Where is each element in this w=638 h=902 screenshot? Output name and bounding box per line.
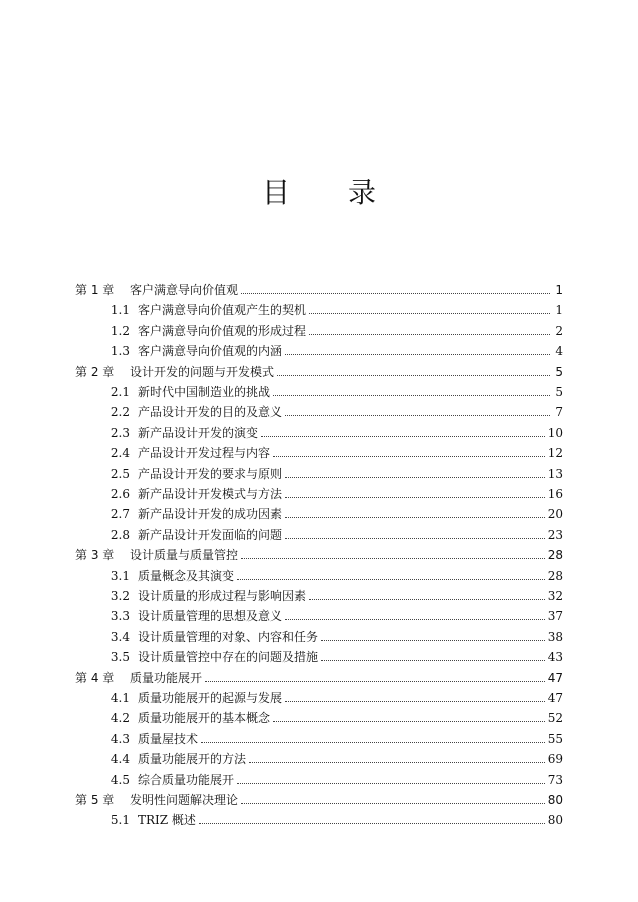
dotted-leader — [273, 721, 545, 722]
toc-entry-number-text: 2.7 — [110, 507, 130, 522]
toc-entry-number-text: 2.6 — [110, 487, 130, 501]
dotted-leader — [285, 517, 545, 518]
toc-entry-number-text: 4.3 — [110, 731, 130, 746]
toc-section-row[interactable] — [75, 624, 563, 644]
toc-section-row[interactable] — [75, 379, 563, 399]
toc-chapter-row[interactable] — [75, 359, 563, 379]
title-char-2: 录 — [348, 176, 377, 209]
toc-entry-page-number: 43 — [547, 650, 563, 665]
dotted-leader — [273, 456, 545, 457]
toc-entry-title: 新产品设计开发模式与方法 — [138, 487, 283, 501]
toc-entry-number-text: 2.1 — [110, 385, 130, 399]
toc-section-row[interactable] — [75, 807, 563, 827]
toc-entry-title: 客户满意导向价值观的形成过程 — [138, 323, 307, 338]
toc-entry-number — [75, 650, 130, 664]
toc-entry-page-number: 47 — [547, 691, 563, 705]
toc-chapter-row[interactable] — [75, 277, 563, 297]
toc-entry-title: 产品设计开发的目的及意义 — [138, 405, 283, 420]
toc-entry-number-text: 4.4 — [110, 752, 130, 767]
toc-chapter-row[interactable] — [75, 542, 563, 562]
toc-entry-number-text: 1.2 — [110, 323, 130, 338]
toc-entry-page-number: 5 — [555, 385, 563, 399]
toc-entry-number-text: 5.1 — [110, 813, 130, 828]
toc-entry-title: 客户满意导向价值观 — [130, 283, 239, 297]
toc-section-row[interactable] — [75, 685, 563, 705]
toc-entry-number — [75, 732, 130, 746]
toc-entry-number-text: 3.5 — [110, 650, 130, 665]
toc-entry-title: 质量功能展开 — [130, 670, 203, 685]
toc-entry-number-text: 2.4 — [110, 446, 130, 461]
dotted-leader — [285, 354, 550, 355]
toc-entry-page-number: 23 — [547, 527, 563, 542]
dotted-leader — [285, 497, 545, 498]
dotted-leader — [321, 660, 545, 661]
toc-section-row[interactable] — [75, 705, 563, 725]
toc-entry-number — [75, 303, 130, 317]
dotted-leader — [199, 823, 545, 824]
toc-section-row[interactable] — [75, 461, 563, 481]
dotted-leader — [237, 579, 545, 580]
toc-entry-title: 设计质量与质量管控 — [130, 548, 239, 563]
toc-entry-page-number: 4 — [555, 344, 563, 359]
toc-entry-title: 客户满意导向价值观产生的契机 — [138, 303, 307, 318]
toc-entry-number — [75, 405, 130, 419]
toc-entry-page-number: 5 — [555, 364, 563, 379]
toc-entry-page-number: 13 — [547, 466, 563, 481]
toc-entry-page-number: 47 — [547, 670, 563, 685]
dotted-leader — [309, 599, 545, 600]
toc-section-row[interactable] — [75, 399, 563, 419]
toc-entry-title: 质量概念及其演变 — [138, 568, 235, 583]
toc-section-row[interactable] — [75, 644, 563, 664]
toc-section-row[interactable] — [75, 338, 563, 358]
toc-entry-title: TRIZ 概述 — [138, 813, 196, 828]
toc-entry-number-text: 3.3 — [110, 609, 130, 624]
dotted-leader — [241, 558, 545, 559]
dotted-leader — [201, 742, 545, 743]
toc-entry-number — [75, 691, 130, 705]
toc-entry-page-number: 37 — [547, 609, 563, 624]
dotted-leader — [273, 395, 550, 396]
toc-entry-number-text: 2.8 — [110, 527, 130, 542]
toc-entry-number — [75, 324, 130, 338]
toc-entry-number — [75, 487, 130, 501]
toc-entry-page-number: 10 — [547, 425, 563, 440]
toc-section-row[interactable] — [75, 481, 563, 501]
toc-entry-page-number: 2 — [555, 323, 563, 338]
toc-entry-title: 设计开发的问题与开发模式 — [130, 364, 275, 379]
dotted-leader — [285, 619, 545, 620]
toc-entry-number — [75, 711, 130, 725]
toc-section-row[interactable] — [75, 318, 563, 338]
page-title — [0, 171, 638, 211]
toc-section-row[interactable] — [75, 501, 563, 521]
toc-entry-number — [75, 446, 130, 460]
toc-entry-number-text: 2.5 — [110, 466, 130, 481]
toc-chapter-row[interactable] — [75, 665, 563, 685]
toc-entry-title: 设计质量管控中存在的问题及措施 — [138, 650, 319, 665]
toc-entry-page-number: 73 — [547, 772, 563, 787]
dotted-leader — [205, 681, 545, 682]
toc-section-row[interactable] — [75, 297, 563, 317]
dotted-leader — [309, 334, 550, 335]
toc-entry-number — [75, 467, 130, 481]
toc-entry-number — [75, 609, 130, 623]
toc-entry-number — [75, 813, 130, 827]
toc-entry-number-text: 2.3 — [110, 425, 130, 440]
toc-entry-number-text: 2.2 — [110, 405, 130, 420]
toc-section-row[interactable] — [75, 522, 563, 542]
dotted-leader — [321, 640, 545, 641]
toc-entry-number — [75, 569, 130, 583]
toc-entry-title: 设计质量管理的对象、内容和任务 — [138, 629, 319, 644]
toc-entry-number — [75, 589, 130, 603]
toc-entry-number — [75, 385, 130, 399]
toc-entry-number-text: 1.1 — [110, 303, 130, 318]
toc-section-row[interactable] — [75, 726, 563, 746]
dotted-leader — [241, 293, 550, 294]
toc-chapter-row[interactable] — [75, 787, 563, 807]
toc-entry-number-text: 4.1 — [110, 691, 130, 705]
toc-section-row[interactable] — [75, 440, 563, 460]
toc-section-row[interactable] — [75, 583, 563, 603]
toc-entry-page-number: 28 — [547, 548, 563, 563]
toc-entry-number — [75, 773, 130, 787]
toc-entry-page-number: 12 — [547, 446, 563, 461]
toc-entry-number: 第 1 章 — [75, 283, 115, 297]
toc-entry-title: 新时代中国制造业的挑战 — [138, 385, 271, 399]
dotted-leader — [249, 762, 545, 763]
dotted-leader — [277, 375, 550, 376]
toc-entry-number-text: 3.2 — [110, 589, 130, 603]
toc-entry-title: 新产品设计开发的成功因素 — [138, 507, 283, 522]
toc-entry-title: 综合质量功能展开 — [138, 772, 235, 787]
toc-entry-page-number: 20 — [547, 507, 563, 522]
toc-entry-page-number: 28 — [547, 568, 563, 583]
dotted-leader — [285, 477, 545, 478]
toc-entry-title: 质量功能展开的起源与发展 — [138, 691, 283, 705]
dotted-leader — [261, 436, 545, 437]
toc-entry-number — [75, 507, 130, 521]
toc-entry-page-number: 32 — [547, 589, 563, 603]
toc-section-row[interactable] — [75, 767, 563, 787]
toc-section-row[interactable] — [75, 563, 563, 583]
toc-entry-page-number: 38 — [547, 629, 563, 644]
toc-entry-number — [75, 528, 130, 542]
toc-entry-page-number: 69 — [547, 752, 563, 767]
toc-entry-page-number: 55 — [547, 731, 563, 746]
toc-entry-number: 第 3 章 — [75, 548, 115, 563]
toc-section-row[interactable] — [75, 420, 563, 440]
toc-section-row[interactable] — [75, 746, 563, 766]
toc-entry-number — [75, 630, 130, 644]
toc-entry-page-number: 16 — [547, 487, 563, 501]
toc-entry-number-text: 4.2 — [110, 711, 130, 726]
toc-entry-number-text: 4.5 — [110, 772, 130, 787]
toc-entry-page-number: 80 — [547, 793, 563, 807]
title-char-1: 目 — [261, 176, 290, 209]
toc-entry-number — [75, 752, 130, 766]
toc-entry-title: 产品设计开发的要求与原则 — [138, 466, 283, 481]
toc-entry-page-number: 1 — [555, 303, 563, 318]
toc-entry-title: 发明性问题解决理论 — [130, 793, 239, 807]
toc-entry-title: 设计质量的形成过程与影响因素 — [138, 589, 307, 603]
toc-entry-number: 第 4 章 — [75, 670, 115, 685]
toc-entry-title: 设计质量管理的思想及意义 — [138, 609, 283, 624]
toc-entry-page-number: 52 — [547, 711, 563, 726]
toc-entry-number: 第 5 章 — [75, 793, 115, 807]
toc-entry-title: 产品设计开发过程与内容 — [138, 446, 271, 461]
toc-entry-page-number: 1 — [555, 283, 563, 297]
dotted-leader — [285, 415, 550, 416]
toc-entry-title: 新产品设计开发的演变 — [138, 425, 259, 440]
toc-entry-number-text: 1.3 — [110, 344, 130, 359]
toc-entry-title: 新产品设计开发面临的问题 — [138, 527, 283, 542]
toc-entry-title: 质量屋技术 — [138, 731, 199, 746]
toc-section-row[interactable] — [75, 603, 563, 623]
toc-entry-number: 第 2 章 — [75, 364, 115, 379]
toc-entry-page-number: 7 — [555, 405, 563, 420]
toc-entry-title: 客户满意导向价值观的内涵 — [138, 344, 283, 359]
toc-entry-number-text: 3.4 — [110, 629, 130, 644]
toc-entry-title: 质量功能展开的方法 — [138, 752, 247, 767]
dotted-leader — [285, 538, 545, 539]
dotted-leader — [309, 313, 550, 314]
dotted-leader — [237, 783, 545, 784]
toc-entry-number-text: 3.1 — [110, 568, 130, 583]
toc-entry-number — [75, 344, 130, 358]
dotted-leader — [241, 803, 545, 804]
toc-entry-title: 质量功能展开的基本概念 — [138, 711, 271, 726]
toc-entry-number — [75, 426, 130, 440]
toc-entry-page-number: 80 — [547, 813, 563, 828]
dotted-leader — [285, 701, 545, 702]
